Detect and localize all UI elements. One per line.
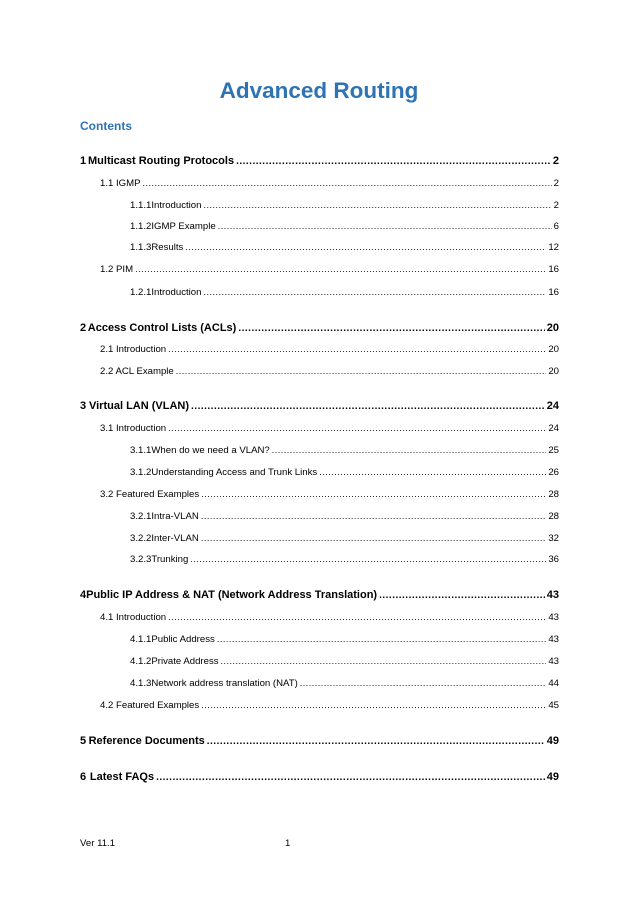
toc-entry[interactable] (100, 176, 559, 190)
toc-entry-label: Intra-VLAN (151, 511, 199, 522)
toc-entry-number: 1.1.2 (130, 221, 152, 232)
toc-entry-page: 43 (548, 656, 559, 667)
toc-dot-leader (236, 155, 551, 169)
toc-entry[interactable] (130, 443, 559, 457)
footer-version: Ver 11.1 (80, 838, 116, 849)
toc-entry[interactable] (130, 654, 559, 668)
toc-entry[interactable] (130, 219, 559, 233)
toc-entry[interactable] (130, 465, 559, 479)
toc-entry-label: 1.1 IGMP (100, 178, 141, 189)
toc-entry-label: 3.1 Introduction (100, 423, 167, 434)
toc-entry-label: Inter-VLAN (151, 533, 199, 544)
toc-entry[interactable] (130, 632, 559, 646)
toc-dot-leader (319, 465, 546, 479)
toc-entry-page: 6 (553, 221, 559, 232)
toc-dot-leader (176, 364, 547, 378)
toc-entry[interactable] (80, 588, 559, 602)
toc-dot-leader (201, 531, 547, 545)
toc-entry-label: 2.1 Introduction (100, 344, 167, 355)
toc-entry-number: 3 (80, 400, 87, 412)
toc-dot-leader (203, 285, 546, 299)
toc-entry-page: 20 (548, 344, 559, 355)
toc-entry-page: 36 (548, 554, 559, 565)
toc-entry-page: 43 (546, 589, 559, 601)
toc-entry-label: Multicast Routing Protocols (88, 155, 235, 167)
toc-entry-label: Results (151, 242, 184, 253)
toc-entry-label: 2.2 ACL Example (100, 366, 174, 377)
toc-entry-label: IGMP Example (151, 221, 216, 232)
toc-dot-leader (238, 322, 544, 336)
toc-dot-leader (156, 771, 545, 785)
toc-entry-page: 32 (548, 533, 559, 544)
toc-entry-number: 4 (80, 589, 87, 601)
toc-entry-label: 4.1 Introduction (100, 612, 167, 623)
toc-dot-leader (168, 421, 546, 435)
toc-entry-page: 20 (546, 322, 559, 334)
toc-entry-page: 24 (548, 423, 559, 434)
toc-dot-leader (379, 589, 545, 603)
toc-entry[interactable] (130, 531, 559, 545)
toc-dot-leader (191, 400, 545, 414)
toc-entry-number: 4.1.2 (130, 656, 152, 667)
toc-entry-number: 3.1.2 (130, 467, 152, 478)
toc-entry-label: Public IP Address & NAT (Network Address Translation) (86, 589, 378, 601)
toc-entry-number: 3.2.3 (130, 554, 152, 565)
toc-entry-number: 1.1.3 (130, 242, 152, 253)
toc-entry-number: 3.1.1 (130, 445, 152, 456)
toc-dot-leader (168, 610, 546, 624)
toc-entry-label: 3.2 Featured Examples (100, 489, 200, 500)
toc-entry[interactable] (100, 421, 559, 435)
toc-entry[interactable] (100, 342, 559, 356)
toc-entry[interactable] (80, 321, 559, 335)
toc-entry-label: Understanding Access and Trunk Links (151, 467, 318, 478)
toc-entry-number: 6 (80, 771, 87, 783)
toc-entry-label: Introduction (151, 200, 202, 211)
toc-entry[interactable] (80, 154, 559, 168)
toc-entry-label: 4.2 Featured Examples (100, 700, 200, 711)
toc-entry-number: 3.2.1 (130, 511, 152, 522)
toc-dot-leader (201, 509, 547, 523)
toc-dot-leader (185, 240, 546, 254)
toc-entry-label: Network address translation (NAT) (151, 678, 298, 689)
footer-page-number: 1 (285, 838, 291, 849)
toc-entry-page: 20 (548, 366, 559, 377)
toc-entry-label: When do we need a VLAN? (151, 445, 270, 456)
toc-entry-page: 43 (548, 634, 559, 645)
toc-entry-label: Trunking (151, 554, 189, 565)
toc-entry-page: 24 (546, 400, 559, 412)
toc-entry-label: Access Control Lists (ACLs) (87, 322, 237, 334)
contents-heading: Contents (80, 119, 132, 133)
toc-entry[interactable] (100, 698, 559, 712)
toc-entry-page: 2 (553, 200, 559, 211)
toc-dot-leader (272, 443, 547, 457)
toc-entry-page: 25 (548, 445, 559, 456)
toc-entry-label: 1.2 PIM (100, 264, 134, 275)
toc-entry[interactable] (80, 770, 559, 784)
toc-entry-page: 45 (548, 700, 559, 711)
toc-entry-number: 2 (80, 322, 87, 334)
toc-entry[interactable] (130, 285, 559, 299)
toc-dot-leader (190, 552, 546, 566)
toc-entry[interactable] (130, 676, 559, 690)
toc-entry-page: 2 (552, 155, 559, 167)
toc-entry-page: 28 (548, 511, 559, 522)
toc-entry[interactable] (100, 610, 559, 624)
toc-entry-page: 12 (548, 242, 559, 253)
toc-dot-leader (203, 198, 551, 212)
toc-entry-page: 43 (548, 612, 559, 623)
toc-dot-leader (143, 176, 552, 190)
toc-entry[interactable] (80, 734, 559, 748)
toc-entry-page: 49 (546, 771, 559, 783)
toc-entry[interactable] (130, 240, 559, 254)
toc-dot-leader (201, 487, 546, 501)
toc-entry[interactable] (130, 552, 559, 566)
toc-dot-leader (207, 735, 545, 749)
toc-entry-page: 49 (546, 735, 559, 747)
toc-entry[interactable] (130, 509, 559, 523)
toc-entry-label: Private Address (151, 656, 219, 667)
toc-entry-number: 3.2.2 (130, 533, 152, 544)
toc-entry-number: 4.1.3 (130, 678, 152, 689)
toc-dot-leader (135, 262, 546, 276)
toc-entry[interactable] (100, 364, 559, 378)
toc-entry-page: 16 (548, 287, 559, 298)
toc-entry-page: 16 (548, 264, 559, 275)
toc-dot-leader (300, 676, 547, 690)
toc-entry-label: Latest FAQs (89, 771, 155, 783)
toc-entry[interactable] (80, 399, 559, 413)
toc-entry-page: 26 (548, 467, 559, 478)
toc-entry-page: 2 (553, 178, 559, 189)
toc-dot-leader (168, 342, 546, 356)
toc-entry-page: 28 (548, 489, 559, 500)
toc-entry[interactable] (130, 198, 559, 212)
toc-entry-page: 44 (548, 678, 559, 689)
toc-entry-number: 5 (80, 735, 87, 747)
toc-entry-label: Public Address (151, 634, 215, 645)
toc-entry-number: 1 (80, 155, 87, 167)
toc-dot-leader (221, 654, 547, 668)
toc-dot-leader (218, 219, 552, 233)
toc-entry[interactable] (100, 487, 559, 501)
toc-entry-number: 4.1.1 (130, 634, 152, 645)
document-title: Advanced Routing (219, 78, 419, 103)
toc-dot-leader (217, 632, 547, 646)
toc-entry-number: 1.2.1 (130, 287, 152, 298)
toc-entry[interactable] (100, 262, 559, 276)
toc-entry-label: Virtual LAN (VLAN) (88, 400, 190, 412)
toc-entry-label: Introduction (151, 287, 202, 298)
toc-entry-label: Reference Documents (88, 735, 205, 747)
toc-dot-leader (201, 698, 546, 712)
toc-entry-number: 1.1.1 (130, 200, 152, 211)
